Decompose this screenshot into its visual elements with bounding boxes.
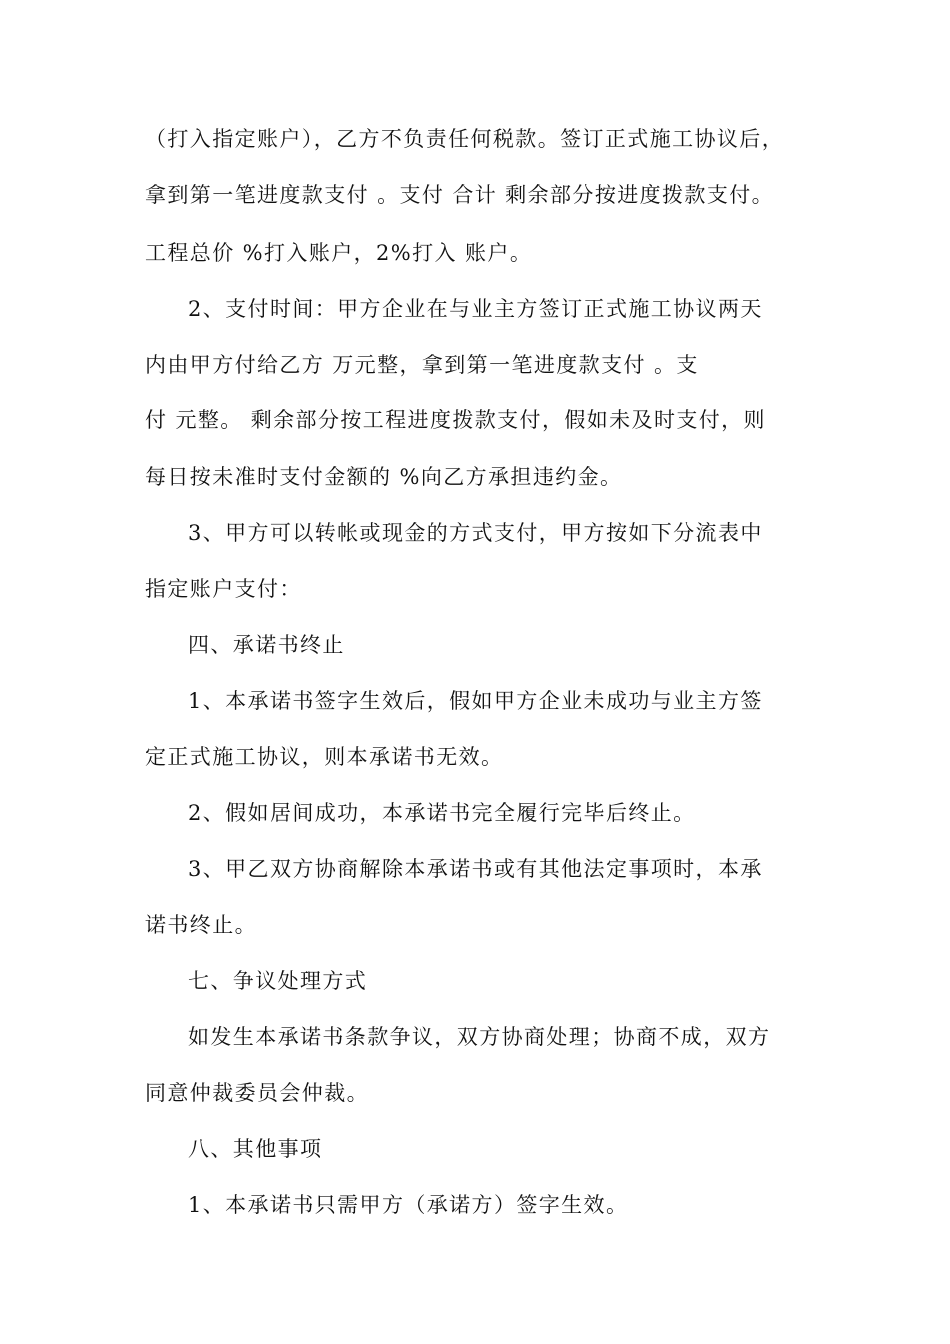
paragraph-line: 1、本承诺书签字生效后，假如甲方企业未成功与业主方签 bbox=[188, 689, 763, 713]
section-heading: 四、承诺书终止 bbox=[188, 633, 345, 657]
paragraph-line: 拿到第一笔进度款支付 。支付 合计 剩余部分按进度拨款支付。 bbox=[145, 183, 775, 207]
section-heading: 八、其他事项 bbox=[188, 1137, 323, 1161]
paragraph-line: 2、假如居间成功，本承诺书完全履行完毕后终止。 bbox=[188, 801, 696, 825]
paragraph-line: 同意仲裁委员会仲裁。 bbox=[145, 1081, 369, 1105]
paragraph-line: 指定账户支付： bbox=[145, 577, 302, 601]
section-heading: 七、争议处理方式 bbox=[188, 969, 368, 993]
paragraph-line: 工程总价 %打入账户，2%打入 账户。 bbox=[145, 241, 533, 265]
paragraph-line: 1、本承诺书只需甲方（承诺方）签字生效。 bbox=[188, 1193, 629, 1217]
paragraph-line: 3、甲乙双方协商解除本承诺书或有其他法定事项时，本承 bbox=[188, 857, 763, 881]
paragraph-line: 3、甲方可以转帐或现金的方式支付，甲方按如下分流表中 bbox=[188, 521, 763, 545]
paragraph-line: 定正式施工协议，则本承诺书无效。 bbox=[145, 745, 504, 769]
paragraph-line: 诺书终止。 bbox=[145, 913, 257, 937]
paragraph-line: （打入指定账户），乙方不负责任何税款。签订正式施工协议后， bbox=[145, 127, 785, 151]
paragraph-line: 内由甲方付给乙方 万元整，拿到第一笔进度款支付 。支 bbox=[145, 353, 699, 377]
paragraph-line: 付 元整。 剩余部分按工程进度拨款支付，假如未及时支付，则 bbox=[145, 408, 766, 432]
paragraph-line: 每日按未准时支付金额的 %向乙方承担违约金。 bbox=[145, 465, 623, 489]
paragraph-line: 2、支付时间：甲方企业在与业主方签订正式施工协议两天 bbox=[188, 297, 763, 321]
paragraph-line: 如发生本承诺书条款争议，双方协商处理；协商不成，双方 bbox=[188, 1025, 771, 1049]
